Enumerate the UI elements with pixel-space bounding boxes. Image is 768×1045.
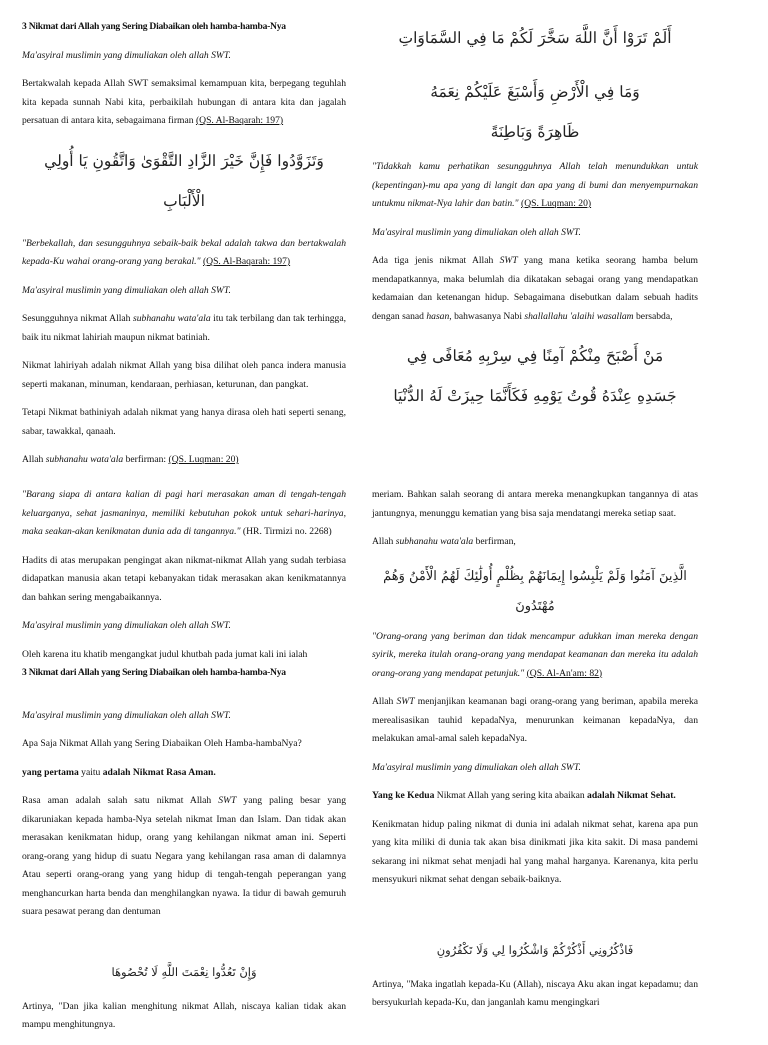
arabic-verse-line: وَمَا فِي الْأَرْضِ وَأَسْبَغَ عَلَيْكُمْ نِعَمَهُ	[430, 83, 640, 101]
quran-reference-link[interactable]: (QS. Al-Baqarah: 197)	[202, 256, 291, 267]
greeting: Ma'asyiral muslimin yang dimuliakan oleh allah SWT.	[22, 49, 231, 61]
hadith-translation: "Barang siapa di antara kalian di pagi hari merasakan aman di tengah-tengah keluarganya, sehat jasmaninya, memiliki kebutuhan pokok untuk sehari-harinya, maka seakan-akan kenikmatan dunia ada di tangannya." (HR. Tirmizi no. 2268)	[22, 489, 346, 537]
verse-translation: "Orang-orang yang beriman dan tidak mencampur adukkan iman mereka dengan syirik, mereka itulah orang-orang yang mendapat keamanan dan mereka itu adalah orang-orang yang mendapat petunjuk." (QS. Al-An'am: 82)	[372, 630, 698, 679]
body-paragraph: meriam. Bahkan salah seorang di antara mereka menangkupkan tangannya di atas jantungnya, menunggu kematian yang bisa saja mendatangi mereka setiap saat.	[372, 489, 698, 519]
page2-left-column	[22, 486, 346, 1045]
arabic-verse: وَإِنْ تَعُدُّوا نِعْمَتَ اللَّهِ لَا تُحْصُوهَا	[111, 964, 257, 979]
greeting: Ma'asyiral muslimin yang dimuliakan oleh allah SWT.	[22, 709, 231, 721]
arabic-hadith-line: مَنْ أَصْبَحَ مِنْكُمْ آمِنًا فِي سِرْبِهِ مُعَافًى فِي	[406, 347, 664, 365]
body-paragraph: Ada tiga jenis nikmat Allah SWT yang mana ketika seorang hamba belum mendapatkannya, maka belumlah dia dikatakan sebagai orang yang mendapatkan kedamaian dan ketenangan hidup. Sebagaimana disebutkan dalam sebuah hadits dengan sanad hasan, bahwasanya Nabi shallallahu 'alaihi wasallam bersabda,	[372, 255, 698, 322]
greeting: Ma'asyiral muslimin yang dimuliakan oleh allah SWT.	[22, 620, 231, 631]
page1-left-column	[22, 18, 346, 480]
quran-reference-link[interactable]: (QS. Luqman: 20)	[168, 454, 239, 465]
quran-reference-link[interactable]: (QS. Al-Baqarah: 197)	[195, 115, 284, 126]
khutbah-title: 3 Nikmat dari Allah yang Sering Diabaikan oleh hamba-hamba-Nya	[22, 21, 286, 32]
hadith-reference: (HR. Tirmizi no. 2268)	[242, 526, 332, 537]
section-heading: yang pertama yaitu adalah Nikmat Rasa Aman.	[22, 766, 216, 778]
greeting: Ma'asyiral muslimin yang dimuliakan oleh allah SWT.	[372, 761, 581, 773]
greeting: Ma'asyiral muslimin yang dimuliakan oleh allah SWT.	[372, 226, 581, 238]
arabic-verse: وَتَزَوَّدُوا فَإِنَّ خَيْرَ الزَّادِ التَّقْوَىٰ وَاتَّقُونِ يَا أُولِي الْأَلْبَابِ	[44, 151, 324, 210]
body-paragraph: Nikmat lahiriyah adalah nikmat Allah yang bisa dilihat oleh panca indera manusia seperti makanan, minuman, kendaraan, perhiasan, keturunan, dan pangkat.	[22, 360, 346, 390]
body-paragraph: Rasa aman adalah salah satu nikmat Allah SWT yang paling besar yang dikaruniakan kepada hamba-Nya setelah nikmat Iman dan Islam. Dan tidak akan merasakan kenikmatan hidup, orang yang kehilangan nikmat aman ini. Seperti orang-orang yang hidup di suatu Negara yang kehilangan rasa aman di dalamnya Atau seperti orang-orang yang yang hidup di tengah-tengah peperangan yang menghancurkan harta benda dan menghilangkan nyawa. Ia tidur di bawah gemuruh suara pesawat perang dan dentuman	[22, 795, 346, 917]
arabic-verse-line: أَلَمْ تَرَوْا أَنَّ اللَّهَ سَخَّرَ لَكُمْ مَا فِي السَّمَاوَاتِ	[398, 29, 672, 47]
arabic-hadith-line: جَسَدِهِ عِنْدَهُ قُوتُ يَوْمِهِ فَكَأَنَّمَا حِيزَتْ لَهُ الدُّنْيَا	[393, 387, 677, 405]
body-paragraph: Sesungguhnya nikmat Allah subhanahu wata'ala itu tak terbilang dan tak terhingga, baik itu nikmat lahiriah maupun nikmat batiniah.	[22, 313, 346, 343]
khutbah-title: 3 Nikmat dari Allah yang Sering Diabaikan oleh hamba-hamba-Nya	[22, 667, 286, 678]
body-paragraph: Allah SWT menjanjikan keamanan bagi orang-orang yang beriman, apabila mereka merealisasikan tauhid kepadaNya, menurunkan keimanan kepadaNya, dan melakukan amal-amal saleh kepadaNya.	[372, 696, 698, 744]
body-paragraph: Allah subhanahu wata'ala berfirman,	[372, 536, 516, 547]
section-question: Apa Saja Nikmat Allah yang Sering Diabaikan Oleh Hamba-hambaNya?	[22, 738, 302, 749]
verse-translation: "Berbekallah, dan sesungguhnya sebaik-baik bekal adalah takwa dan bertakwalah kepada-Ku wahai orang-orang yang berakal." (QS. Al-Baqarah: 197)	[22, 237, 346, 267]
arabic-verse: الَّذِينَ آمَنُوا وَلَمْ يَلْبِسُوا إِيمَانَهُمْ بِظُلْمٍ أُولَٰئِكَ لَهُمُ الْأَمْنُ وَهُمْ مُهْتَدُونَ	[383, 568, 687, 614]
body-paragraph: Allah subhanahu wata'ala berfirman: (QS. Luqman: 20)	[22, 454, 239, 465]
opening-paragraph: Bertakwalah kepada Allah SWT semaksimal kemampuan kita, berpegang teguhlah kita kepada sunnah Nabi kita, perbaikilah hubungan di antara kita dan jagalah persatuan di antara kita, sebagaimana firman (QS. Al-Baqarah: 197)	[22, 78, 346, 126]
page1-right-column	[372, 18, 698, 416]
quran-reference-link[interactable]: (QS. Luqman: 20)	[521, 198, 592, 209]
quran-reference-link[interactable]: (QS. Al-An'am: 82)	[526, 667, 603, 679]
section-heading: Yang ke Kedua Nikmat Allah yang sering kita abaikan adalah Nikmat Sehat.	[372, 790, 676, 801]
greeting: Ma'asyiral muslimin yang dimuliakan oleh allah SWT.	[22, 284, 231, 296]
body-paragraph: Kenikmatan hidup paling nikmat di dunia ini adalah nikmat sehat, karena apa pun yang kita miliki di dunia tak akan bisa dinikmati jika kita sakit. Di masa pandemi sekarang ini nikmat sehat menjadi hal yang mahal harganya. Karenanya, kita perlu mensyukuri nikmat sehat dengan sebaik-baiknya.	[372, 818, 698, 885]
verse-translation: "Tidakkah kamu perhatikan sesungguhnya Allah telah menundukkan untuk (kepentingan)-mu apa yang di langit dan apa yang di bumi dan menyempurnakan untukmu nikmat-Nya lahir dan batin." (QS. Luqman: 20)	[372, 161, 698, 209]
verse-translation: Artinya, "Maka ingatlah kepada-Ku (Allah), niscaya Aku akan ingat kepadamu; dan bersyukurlah kepada-Ku, dan janganlah kamu mengingkari	[372, 978, 698, 1008]
body-paragraph: Hadits di atas merupakan pengingat akan nikmat-nikmat Allah yang sudah terbiasa didapatkan manusia akan tetapi kebanyakan tidak merasakan akan kenikmatannya dan bahkan sering mengabaikannya.	[22, 554, 346, 603]
arabic-verse-line: ظَاهِرَةً وَبَاطِنَةً	[490, 123, 580, 141]
arabic-verse: فَاذْكُرُونِي أَذْكُرْكُمْ وَاشْكُرُوا لِي وَلَا تَكْفُرُونِ	[436, 942, 634, 957]
page2-right-column	[372, 486, 698, 1023]
body-paragraph: Tetapi Nikmat bathiniyah adalah nikmat yang hanya dirasa oleh hati seperti senang, sabar, tawakkal, qanaah.	[22, 407, 346, 437]
verse-translation: Artinya, "Dan jika kalian menghitung nikmat Allah, niscaya kalian tidak akan mampu menghitungnya.	[22, 1000, 346, 1030]
body-paragraph: Oleh karena itu khatib mengangkat judul khutbah pada jumat kali ini ialah	[22, 648, 308, 660]
